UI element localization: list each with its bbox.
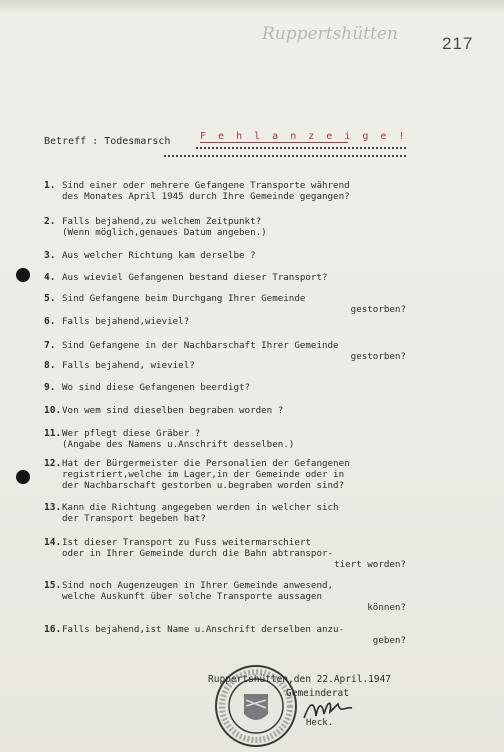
- question-item: [44, 340, 442, 362]
- question-number: 14.: [44, 537, 62, 548]
- question-text-line: des Monates April 1945 durch Ihre Gemeinde gegangen?: [62, 191, 350, 202]
- question-text-line: registriert,welche im Lager,in der Gemeinde oder in: [62, 469, 345, 480]
- question-item: [44, 405, 442, 416]
- question-text-line: Hat der Bürgermeister die Personalien der Gefangenen: [62, 458, 350, 469]
- question-item: [44, 458, 442, 491]
- question-text-line: Wo sind diese Gefangenen beerdigt?: [62, 382, 251, 393]
- question-number: 1.: [44, 180, 56, 191]
- question-text-line: der Transport begeben hat?: [62, 513, 206, 524]
- dotted-line-1: [196, 147, 406, 151]
- scan-edge: [0, 0, 504, 12]
- question-text-line: gestorben?: [350, 304, 406, 315]
- question-item: [44, 382, 442, 393]
- question-item: [44, 216, 442, 238]
- signer-name: Heck.: [306, 718, 334, 728]
- question-number: 6.: [44, 316, 56, 327]
- question-text-line: Falls bejahend,zu welchem Zeitpunkt?: [62, 216, 262, 227]
- dotted-line-2: [164, 155, 406, 159]
- question-text-line: oder in Ihrer Gemeinde durch die Bahn abtranspor-: [62, 548, 334, 559]
- question-number: 10.: [44, 405, 62, 416]
- question-text-line: der Nachbarschaft gestorben u.begraben worden sind?: [62, 480, 345, 491]
- question-number: 2.: [44, 216, 56, 227]
- question-text-line: Sind Gefangene in der Nachbarschaft Ihrer Gemeinde: [62, 340, 339, 351]
- question-text-line: gestorben?: [350, 351, 406, 362]
- question-text-line: können?: [367, 602, 406, 613]
- question-text-line: Sind noch Augenzeugen in Ihrer Gemeinde anwesend,: [62, 580, 334, 591]
- question-text-line: Kann die Richtung angegeben werden in welcher sich: [62, 502, 339, 513]
- question-number: 9.: [44, 382, 56, 393]
- punch-hole-bottom: [16, 470, 30, 484]
- question-text-line: geben?: [372, 635, 406, 646]
- question-text-line: tiert worden?: [334, 559, 406, 570]
- question-number: 7.: [44, 340, 56, 351]
- question-number: 3.: [44, 250, 56, 261]
- question-item: [44, 624, 442, 646]
- question-text-line: Falls bejahend,wieviel?: [62, 316, 190, 327]
- question-text-line: (Wenn möglich,genaues Datum angeben.): [62, 227, 267, 238]
- question-item: [44, 293, 442, 315]
- question-item: [44, 180, 442, 202]
- question-number: 16.: [44, 624, 62, 635]
- question-text-line: welche Auskunft über solche Transporte aussagen: [62, 591, 322, 602]
- question-text-line: Ist dieser Transport zu Fuss weitermarschiert: [62, 537, 311, 548]
- question-number: 4.: [44, 272, 56, 283]
- question-number: 15.: [44, 580, 62, 591]
- question-item: [44, 580, 442, 613]
- question-text-line: Aus welcher Richtung kam derselbe ?: [62, 250, 256, 261]
- question-item: [44, 502, 442, 524]
- question-number: 13.: [44, 502, 62, 513]
- question-number: 5.: [44, 293, 56, 304]
- question-item: [44, 272, 442, 283]
- question-number: 8.: [44, 360, 56, 371]
- question-text-line: Aus wieviel Gefangenen bestand dieser Transport?: [62, 272, 328, 283]
- question-text-line: Falls bejahend, wieviel?: [62, 360, 195, 371]
- question-text-line: (Angabe des Namens u.Anschrift desselben.): [62, 439, 295, 450]
- question-item: [44, 428, 442, 450]
- page-number: 217: [442, 34, 474, 53]
- office-label: Gemeinderat: [286, 688, 349, 699]
- question-item: [44, 360, 442, 371]
- handwritten-place: Ruppertshütten: [262, 24, 398, 44]
- stamp-fehlanzeige: F e h l a n z e i g e !: [200, 131, 408, 142]
- question-item: [44, 250, 442, 261]
- question-text-line: Wer pflegt diese Gräber ?: [62, 428, 201, 439]
- question-number: 11.: [44, 428, 62, 439]
- question-text-line: Sind einer oder mehrere Gefangene Transporte während: [62, 180, 350, 191]
- question-item: [44, 316, 442, 327]
- question-item: [44, 537, 442, 570]
- red-underline: [200, 142, 348, 143]
- question-text-line: Falls bejahend,ist Name u.Anschrift derselben anzu-: [62, 624, 345, 635]
- question-text-line: Von wem sind dieselben begraben worden ?: [62, 405, 284, 416]
- subject-line: Betreff : Todesmarsch: [44, 136, 171, 147]
- place-date: Ruppertshütten,den 22.April.1947: [208, 674, 392, 685]
- question-number: 12.: [44, 458, 62, 469]
- punch-hole-top: [16, 268, 30, 282]
- question-text-line: Sind Gefangene beim Durchgang Ihrer Gemeinde: [62, 293, 306, 304]
